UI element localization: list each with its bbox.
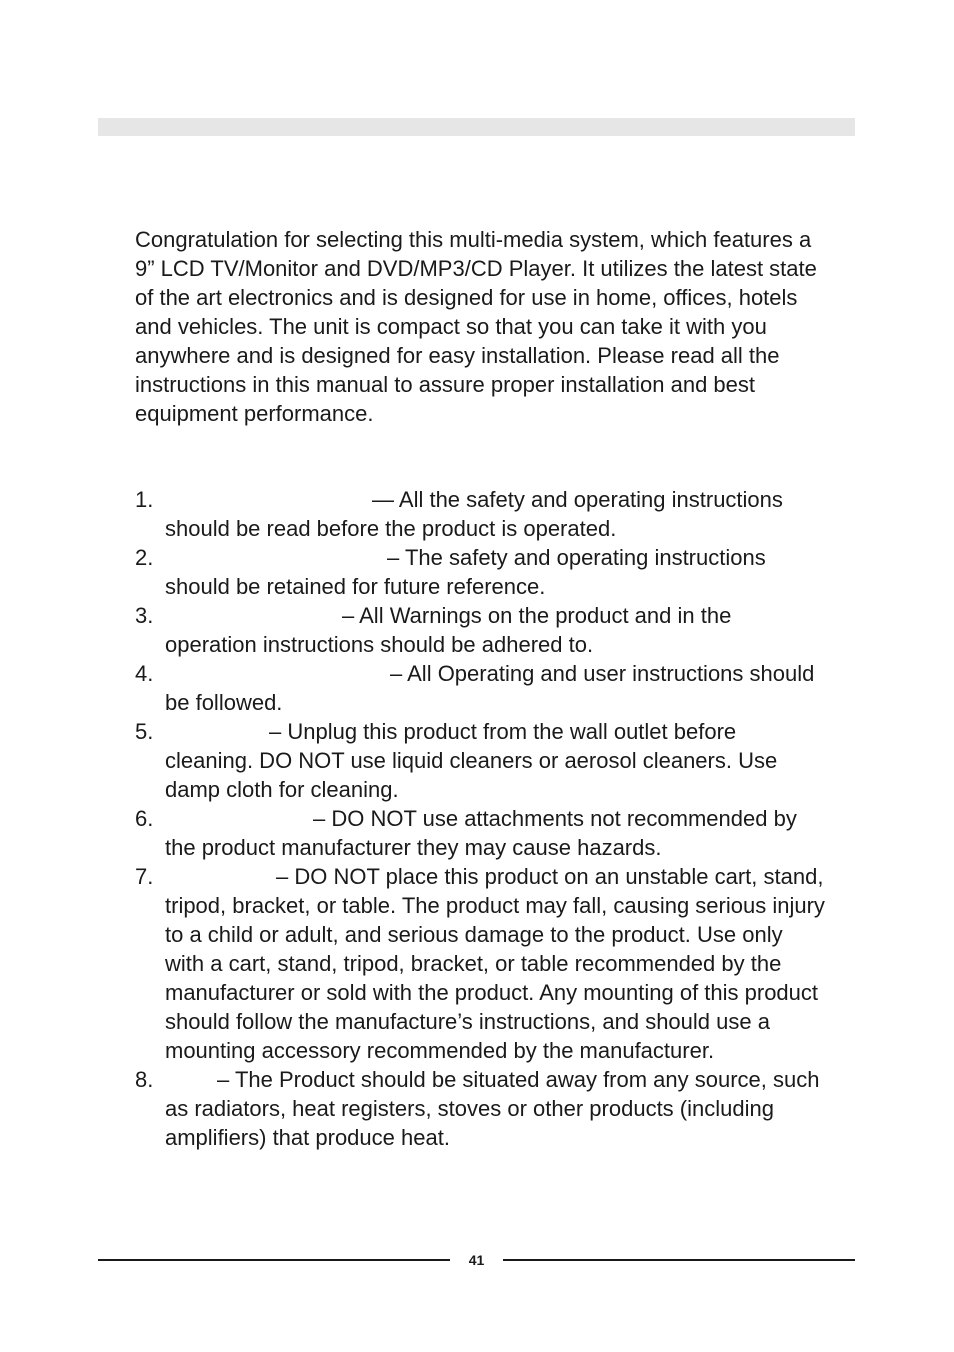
header-band <box>98 118 855 136</box>
list-item <box>135 659 825 717</box>
item-text: – The safety and operating instructions should be retained for future reference. <box>165 545 766 599</box>
item-number: 5. <box>135 719 154 744</box>
list-item <box>135 485 825 543</box>
list-item <box>135 804 825 862</box>
list-item <box>135 862 825 1065</box>
item-number: 8. <box>135 1067 154 1092</box>
list-item <box>135 1065 825 1152</box>
footer-rule-right <box>503 1259 855 1261</box>
item-number: 4. <box>135 661 154 686</box>
list-item <box>135 717 825 804</box>
footer-rule-left <box>98 1259 450 1261</box>
item-text: – Unplug this product from the wall outlet before cleaning. DO NOT use liquid cleaners or aerosol cleaners. Use damp cloth for cleaning. <box>165 719 778 802</box>
item-number: 7. <box>135 864 154 889</box>
safety-instructions-list <box>135 485 825 1152</box>
intro-paragraph: Congratulation for selecting this multi-media system, which features a 9” LCD TV/Monitor and DVD/MP3/CD Player. It utilizes the latest state of the art electronics and is designed for use in home, offices, hotels and vehicles. The unit is compact so that you can take it with you anywhere and is designed for easy installation. Please read all the instructions in this manual to assure proper installation and best equipment performance. <box>135 227 817 426</box>
item-number: 2. <box>135 545 154 570</box>
item-text: — All the safety and operating instructions should be read before the product is operated. <box>165 487 783 541</box>
item-number: 3. <box>135 603 154 628</box>
item-number: 1. <box>135 487 154 512</box>
page-number: 41 <box>468 1252 485 1268</box>
item-number: 6. <box>135 806 154 831</box>
item-text: – DO NOT place this product on an unstable cart, stand, tripod, bracket, or table. The product may fall, causing serious injury to a child or adult, and serious damage to the product. Use only with a cart, stand, tripod, bracket, or table recommended by the manufacturer or sold with the product. Any mounting of this product should follow the manufacture’s instructions, and should use a mounting accessory recommended by the manufacturer. <box>165 864 825 1063</box>
item-text: – All Operating and user instructions should be followed. <box>165 661 815 715</box>
list-item <box>135 601 825 659</box>
item-text: – The Product should be situated away from any source, such as radiators, heat registers, stoves or other products (including amplifiers) that produce heat. <box>165 1067 820 1150</box>
list-item <box>135 543 825 601</box>
item-text: – DO NOT use attachments not recommended by the product manufacturer they may cause hazards. <box>165 806 797 860</box>
item-text: – All Warnings on the product and in the operation instructions should be adhered to. <box>165 603 732 657</box>
